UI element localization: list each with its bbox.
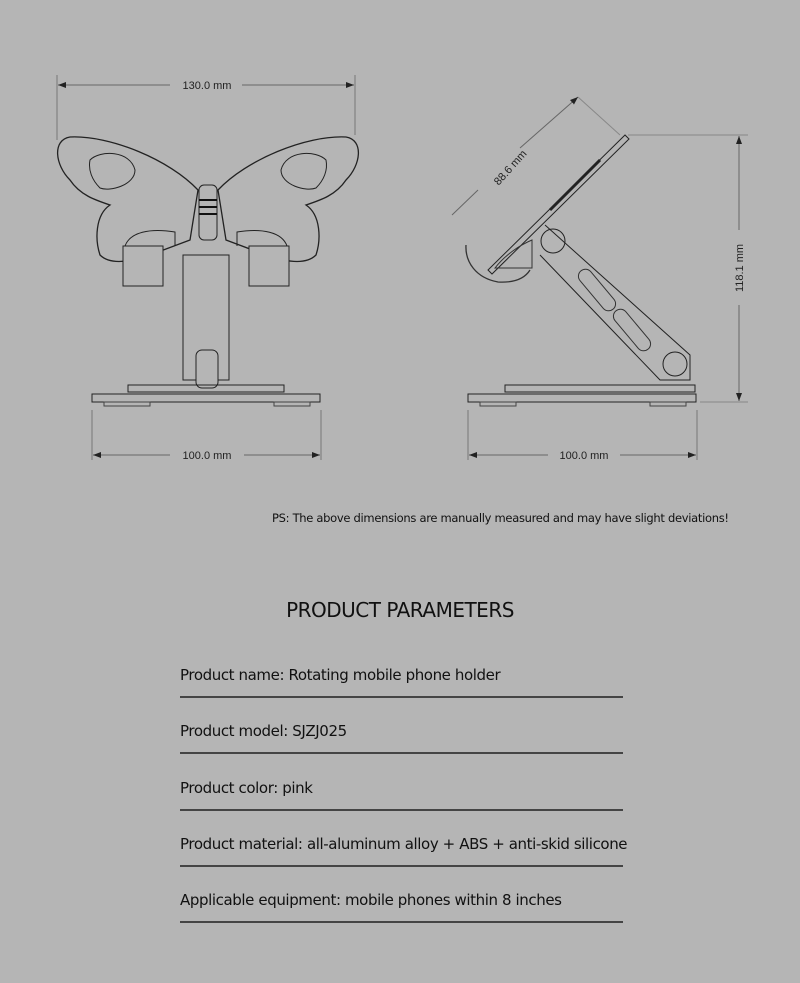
- param-text: Product color: pink: [180, 779, 313, 797]
- measurement-note: PS: The above dimensions are manually measured and may have slight deviations!: [272, 511, 729, 525]
- param-text: Product material: all-aluminum alloy + ABS + anti-skid silicone: [180, 835, 628, 853]
- butterfly-left-wing: [58, 137, 198, 262]
- param-text: Product model: SJZJ025: [180, 722, 347, 740]
- divider: [180, 752, 623, 754]
- butterfly-right-wing: [218, 137, 358, 262]
- divider: [180, 696, 623, 698]
- dim-label-diagonal: 88.6 mm: [491, 148, 530, 188]
- stand-base: [92, 394, 320, 402]
- divider: [180, 809, 623, 811]
- divider: [180, 921, 623, 923]
- side-base: [468, 394, 696, 402]
- param-item: [180, 722, 623, 740]
- param-item: [180, 835, 628, 853]
- side-base-top: [505, 385, 695, 392]
- dim-label-height: 118.1 mm: [734, 243, 746, 293]
- dim-line-diagonal: [520, 97, 578, 148]
- butterfly-body: [199, 185, 217, 240]
- param-text: Product name: Rotating mobile phone holder: [180, 666, 501, 684]
- parameters-title: PRODUCT PARAMETERS: [286, 598, 514, 622]
- dim-label-front-base: 100.0 mm: [182, 450, 232, 462]
- dim-label-side-base: 100.0 mm: [559, 450, 609, 462]
- divider: [180, 865, 623, 867]
- param-text: Applicable equipment: mobile phones within 8 inches: [180, 891, 562, 909]
- front-view: [57, 75, 358, 460]
- dim-label-front-top: 130.0 mm: [182, 80, 232, 92]
- lower-hinge: [663, 352, 687, 376]
- param-item: [180, 779, 623, 797]
- side-view: [452, 97, 748, 460]
- param-item: [180, 666, 623, 684]
- param-item: [180, 891, 623, 909]
